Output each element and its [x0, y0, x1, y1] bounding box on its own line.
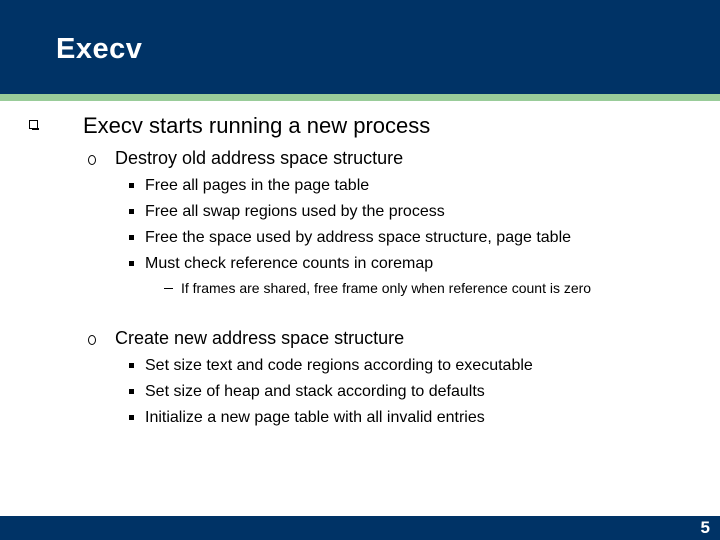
slide-title: Execv — [56, 33, 143, 65]
group1-note: If frames are shared, free frame only when reference count is zero — [181, 280, 592, 296]
bullet-main: Execv starts running a new process — [83, 113, 431, 138]
title-bar-stripe — [0, 94, 720, 101]
box-bullet-icon — [29, 120, 38, 129]
group1-heading: Destroy old address space structure — [115, 148, 404, 168]
square-bullet-icon — [129, 389, 134, 394]
group2-item: Initialize a new page table with all invalid entries — [145, 409, 485, 426]
square-bullet-icon — [129, 261, 134, 266]
group2-item: Set size of heap and stack according to defaults — [145, 383, 485, 400]
square-bullet-icon — [129, 209, 134, 214]
page-number: 5 — [700, 518, 710, 537]
square-bullet-icon — [129, 363, 134, 368]
dash-bullet-icon — [164, 288, 173, 289]
group1-item: Free all pages in the page table — [145, 177, 370, 194]
group1-item: Free the space used by address space structure, page table — [145, 229, 572, 246]
footer-bar — [0, 516, 720, 540]
group1-item: Free all swap regions used by the process — [145, 203, 445, 220]
square-bullet-icon — [129, 183, 134, 188]
group2-heading: Create new address space structure — [115, 328, 405, 348]
square-bullet-icon — [129, 235, 134, 240]
group1-item: Must check reference counts in coremap — [145, 255, 434, 272]
ring-bullet-icon — [88, 155, 96, 165]
ring-bullet-icon — [88, 335, 96, 345]
group2-item: Set size text and code regions according to executable — [145, 357, 533, 374]
square-bullet-icon — [129, 415, 134, 420]
